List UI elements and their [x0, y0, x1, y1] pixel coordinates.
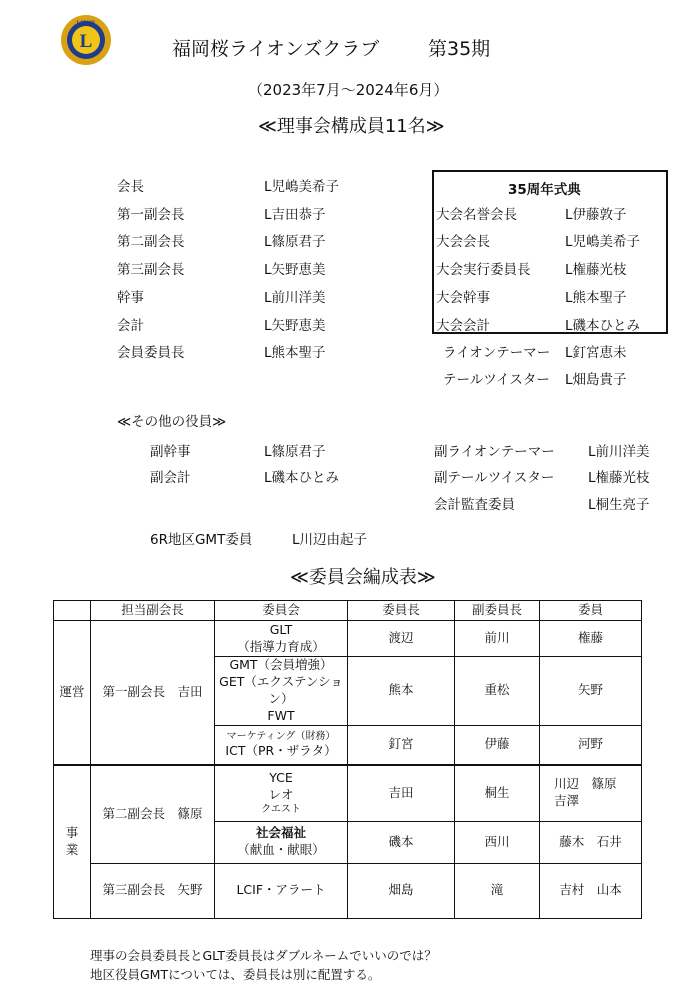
table-header-row [54, 601, 642, 621]
club-period: 第35期 [428, 38, 491, 60]
svg-text:LIONS: LIONS [76, 21, 96, 27]
officer-role-secretary: 幹事 [117, 290, 144, 306]
anniversary-title: 35周年式典 [508, 182, 581, 198]
anniversary-name: L磯本ひとみ [565, 318, 641, 334]
committee-cell: YCE レオ クエスト [215, 765, 348, 821]
members-cell: 藤木 石井 [540, 821, 642, 863]
lion-tamer-name: L釘宮恵未 [565, 345, 627, 361]
officer-name-second-vp: L篠原君子 [264, 234, 326, 250]
note-line: 地区役員GMTについては、委員長は別に配置する。 [90, 967, 381, 982]
officer-name-third-vp: L矢野恵美 [264, 262, 326, 278]
officer-role-president: 会長 [117, 179, 144, 195]
vice-chair-cell: 前川 [455, 621, 540, 657]
other-officer-role: 副テールツイスター [434, 470, 555, 486]
header-cell-blank [54, 601, 91, 621]
anniversary-name: L熊本聖子 [565, 290, 627, 306]
chair-cell: 熊本 [348, 657, 455, 726]
header-cell: 委員長 [348, 601, 455, 621]
other-officer-role: 会計監査委員 [434, 497, 515, 513]
gmt-name: L川辺由起子 [292, 532, 368, 548]
committee-cell: マーケティング（財務） ICT（PR・ザラタ） [215, 725, 348, 765]
other-officer-role: 副幹事 [150, 444, 191, 460]
board-heading: ≪理事会構成員11名≫ [258, 116, 445, 137]
members-cell: 権藤 [540, 621, 642, 657]
anniversary-role: 大会名誉会長 [436, 207, 517, 223]
group-cell-jigyo: 事 業 [54, 765, 91, 918]
table-row [54, 621, 642, 657]
gmt-role: 6R地区GMT委員 [150, 532, 253, 548]
group-cell-unei: 運営 [54, 621, 91, 766]
officer-name-secretary: L前川洋美 [264, 290, 326, 306]
header-cell: 担当副会長 [91, 601, 215, 621]
members-cell: 矢野 [540, 657, 642, 726]
anniversary-role: 大会会計 [436, 318, 490, 334]
other-officer-name: L磯本ひとみ [264, 470, 340, 486]
officer-role-first-vp: 第一副会長 [117, 207, 185, 223]
anniversary-role: 大会会長 [436, 234, 490, 250]
table-row [54, 765, 642, 821]
members-cell: 河野 [540, 725, 642, 765]
term-dates: （2023年7月～2024年6月） [248, 81, 449, 99]
anniversary-name: L権藤光枝 [565, 262, 627, 278]
committee-cell: GLT （指導力育成） [215, 621, 348, 657]
other-officers-heading: ≪その他の役員≫ [117, 414, 227, 430]
other-officer-name: L前川洋美 [588, 444, 650, 460]
officer-name-treasurer: L矢野恵美 [264, 318, 326, 334]
officer-role-second-vp: 第二副会長 [117, 234, 185, 250]
committee-heading: ≪委員会編成表≫ [290, 567, 436, 588]
tail-twister-role: テールツイスター [443, 372, 550, 388]
vice-chair-cell: 滝 [455, 863, 540, 918]
other-officer-role: 副会計 [150, 470, 191, 486]
anniversary-name: L児嶋美希子 [565, 234, 641, 250]
committee-table [53, 600, 642, 919]
anniversary-role: 大会実行委員長 [436, 262, 531, 278]
vp-cell: 第二副会長 篠原 [91, 765, 215, 863]
header-cell: 委員会 [215, 601, 348, 621]
officer-role-third-vp: 第三副会長 [117, 262, 185, 278]
committee-cell: GMT（会員増強） GET（エクステンション） FWT [215, 657, 348, 726]
other-officer-name: L篠原君子 [264, 444, 326, 460]
note-line: 理事の会員委員長とGLT委員長はダブルネームでいいのでは？ [90, 948, 437, 963]
chair-cell: 磯本 [348, 821, 455, 863]
header-cell: 副委員長 [455, 601, 540, 621]
officer-name-first-vp: L吉田恭子 [264, 207, 326, 223]
vp-cell: 第三副会長 矢野 [91, 863, 215, 918]
committee-cell: LCIF・アラート [215, 863, 348, 918]
officer-name-membership-chair: L熊本聖子 [264, 345, 326, 361]
vice-chair-cell: 桐生 [455, 765, 540, 821]
header-cell: 委員 [540, 601, 642, 621]
club-title: 福岡桜ライオンズクラブ [172, 38, 380, 60]
vice-chair-cell: 重松 [455, 657, 540, 726]
svg-text:L: L [79, 31, 93, 52]
members-cell: 吉村 山本 [540, 863, 642, 918]
members-cell: 川辺 篠原 吉澤 [540, 765, 642, 821]
other-officer-name: L権藤光枝 [588, 470, 650, 486]
vice-chair-cell: 西川 [455, 821, 540, 863]
chair-cell: 釘宮 [348, 725, 455, 765]
tail-twister-name: L畑島貴子 [565, 372, 627, 388]
chair-cell: 吉田 [348, 765, 455, 821]
lions-club-logo [60, 14, 112, 66]
other-officer-name: L桐生亮子 [588, 497, 650, 513]
lion-tamer-role: ライオンテーマー [443, 345, 551, 361]
anniversary-role: 大会幹事 [436, 290, 490, 306]
officer-name-president: L児嶋美希子 [264, 179, 340, 195]
committee-cell: 社会福祉 （献血・献眼） [215, 821, 348, 863]
vice-chair-cell: 伊藤 [455, 725, 540, 765]
anniversary-name: L伊藤敦子 [565, 207, 627, 223]
officer-role-treasurer: 会計 [117, 318, 144, 334]
other-officer-role: 副ライオンテーマー [434, 444, 555, 460]
table-row [54, 863, 642, 918]
officer-role-membership-chair: 会員委員長 [117, 345, 185, 361]
chair-cell: 畑島 [348, 863, 455, 918]
vp-cell: 第一副会長 吉田 [91, 621, 215, 766]
chair-cell: 渡辺 [348, 621, 455, 657]
